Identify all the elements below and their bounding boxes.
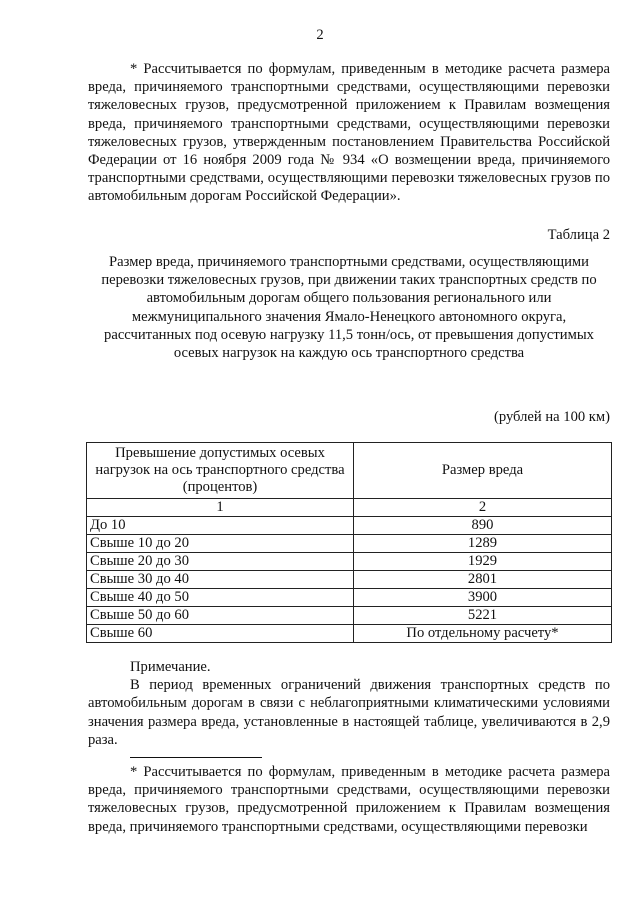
table-units: (рублей на 100 км) — [493, 409, 610, 425]
note-text: В период временных ограничений движения транспортных средств по автомобильным дорогам в связи с неблагоприятными климатическими условиями значения размера вреда, установленные в настоящей таблице, увеличиваются в 2,9 раза. — [88, 677, 610, 748]
table-row — [87, 589, 612, 607]
footnote-bottom-text: * Рассчитывается по формулам, приведенным в методике расчета размера вреда, причиняемого транспортными средствами, осуществляющими перевозки тяжеловесных грузов, предусмотренной приложением к Правилам возмещения вреда, причиняемого транспортными средствами, осуществляющими перевозки — [88, 764, 610, 835]
page-number: 2 — [316, 27, 324, 43]
header-overload: Превышение допустимых осевых нагрузок на ось транспортного средства (процентов) — [87, 443, 354, 499]
table-row — [87, 517, 612, 535]
row-range: Свыше 20 до 30 — [87, 553, 354, 571]
table-caption: Размер вреда, причиняемого транспортными средствами, осуществляющими перевозки тяжеловесных грузов, при движении таких транспортных средств по автомобильным дорогам общего пользования регионального или межмуниципального значения Ямало-Ненецкого автономного округа, рассчитанных под осевую нагрузку 11,5 тонн/ось, от превышения допустимых осевых нагрузок на каждую ось транспортного средства — [101, 254, 597, 362]
table-row — [87, 571, 612, 589]
row-range: Свыше 30 до 40 — [87, 571, 354, 589]
row-value: 890 — [354, 517, 612, 535]
row-value: 1929 — [354, 553, 612, 571]
table-row — [87, 553, 612, 571]
row-value: 1289 — [354, 535, 612, 553]
row-range: Свыше 50 до 60 — [87, 607, 354, 625]
table-column-number-row — [87, 499, 612, 517]
row-value: 5221 — [354, 607, 612, 625]
note-title: Примечание. — [130, 659, 211, 675]
row-range: Свыше 40 до 50 — [87, 589, 354, 607]
table-row — [87, 625, 612, 643]
row-value: 3900 — [354, 589, 612, 607]
row-range: До 10 — [87, 517, 354, 535]
note-section — [88, 658, 610, 749]
row-value: 2801 — [354, 571, 612, 589]
table-row — [87, 607, 612, 625]
footnote-divider — [130, 757, 262, 758]
footnote-bottom — [88, 763, 610, 836]
column-number-1: 1 — [87, 499, 354, 517]
row-range: Свыше 60 — [87, 625, 354, 643]
column-number-2: 2 — [354, 499, 612, 517]
table-row — [87, 535, 612, 553]
row-value: По отдельному расчету* — [354, 625, 612, 643]
row-range: Свыше 10 до 20 — [87, 535, 354, 553]
footnote-top-text: * Рассчитывается по формулам, приведенным в методике расчета размера вреда, причиняемого транспортными средствами, осуществляющими перевозки тяжеловесных грузов, предусмотренной приложением к Правилам возмещения вреда, причиняемого транспортными средствами, осуществляющими перевозки тяжеловесных грузов, утвержденным постановлением Правительства Российской Федерации от 16 ноября 2009 года № 934 «О возмещении вреда, причиняемого транспортными средствами, осуществляющими перевозки тяжеловесных грузов по автомобильным дорогам Российской Федерации». — [88, 61, 610, 205]
footnote-top — [88, 60, 610, 206]
table-header-row — [87, 443, 612, 499]
table-label: Таблица 2 — [547, 227, 610, 243]
damage-table — [86, 442, 612, 643]
header-damage: Размер вреда — [354, 443, 612, 499]
